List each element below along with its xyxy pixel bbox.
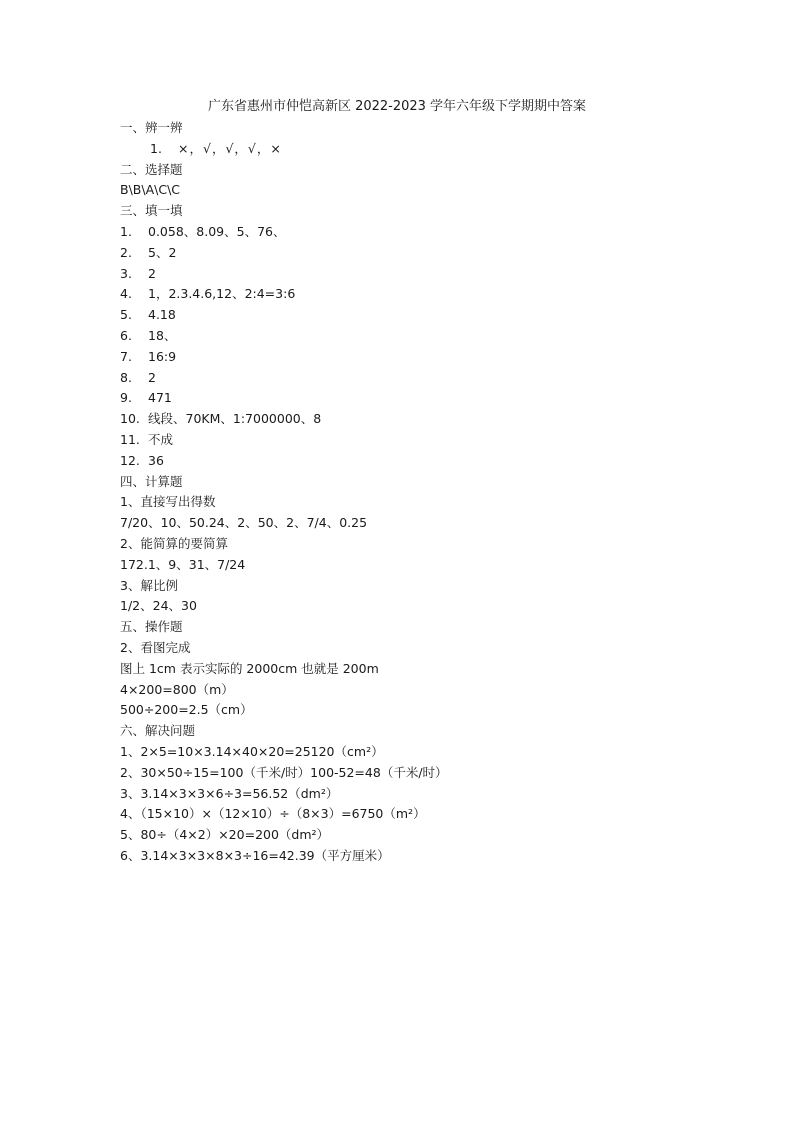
- item-number: 11.: [120, 431, 140, 447]
- item-number: 4.: [120, 286, 132, 302]
- item-text: 不成: [148, 431, 174, 447]
- list-item: 4、（15×10）×（12×10）÷（8×3）=6750（m²）: [120, 806, 426, 822]
- list-item: [120, 430, 740, 451]
- subsection-heading: 2、能简算的要简算: [120, 535, 228, 551]
- item-text: 0.058、8.09、5、76、: [148, 223, 286, 239]
- item-text: 2: [148, 369, 156, 385]
- item-number: 9.: [120, 390, 132, 406]
- section-6-heading: 六、解决问题: [120, 723, 196, 739]
- item-number: 12.: [120, 452, 140, 468]
- list-item: [120, 388, 740, 409]
- subsection-answer: 7/20、10、50.24、2、50、2、7/4、0.25: [120, 515, 368, 531]
- item-text: 36: [148, 452, 164, 468]
- item-text: 4.18: [148, 307, 176, 323]
- subsection-answer: 1/2、24、30: [120, 598, 197, 614]
- list-item: [120, 264, 740, 285]
- list-item: [120, 347, 740, 368]
- item-number: 6.: [120, 327, 132, 343]
- item-text: 471: [148, 390, 172, 406]
- list-item: 5、80÷（4×2）×20=200（dm²）: [120, 827, 330, 843]
- subsection-heading: 2、看图完成: [120, 639, 191, 655]
- section-2-heading: 二、选择题: [120, 161, 183, 177]
- answer-line: 图上 1cm 表示实际的 2000cm 也就是 200m: [120, 660, 379, 676]
- item-text: 18、: [148, 327, 177, 343]
- answer-content: [120, 118, 740, 867]
- answer-line: 500÷200=2.5（cm）: [120, 702, 253, 718]
- item-number: 10.: [120, 411, 140, 427]
- list-item: [120, 326, 740, 347]
- item-text: 16:9: [148, 348, 177, 364]
- item-text: 2: [148, 265, 156, 281]
- item-number: 1.: [120, 223, 132, 239]
- list-item: 1、2×5=10×3.14×40×20=25120（cm²）: [120, 743, 384, 759]
- item-number: 7.: [120, 348, 132, 364]
- subsection-heading: 1、直接写出得数: [120, 494, 216, 510]
- list-item: [120, 305, 740, 326]
- list-item: [120, 409, 740, 430]
- item-number: 3.: [120, 265, 132, 281]
- item-number: 8.: [120, 369, 132, 385]
- list-item: 6、3.14×3×3×8×3÷16=42.39（平方厘米）: [120, 847, 390, 863]
- document-title: 广东省惠州市仲恺高新区 2022-2023 学年六年级下学期期中答案: [207, 99, 587, 114]
- section-1-item: [120, 139, 740, 160]
- subsection-heading: 3、解比例: [120, 577, 178, 593]
- list-item: [120, 243, 740, 264]
- list-item: [120, 222, 740, 243]
- answer-line: 4×200=800（m）: [120, 681, 234, 697]
- item-number: 2.: [120, 244, 132, 260]
- item-text: 5、2: [148, 244, 177, 260]
- list-item: 3、3.14×3×3×6÷3=56.52（dm²）: [120, 785, 339, 801]
- section-5-heading: 五、操作题: [120, 619, 183, 635]
- subsection-answer: 172.1、9、31、7/24: [120, 556, 246, 572]
- list-item: 2、30×50÷15=100（千米/时）100-52=48（千米/时）: [120, 764, 448, 780]
- list-item: [120, 451, 740, 472]
- item-text: 1，2.3.4.6,12、2:4=3:6: [148, 286, 296, 302]
- section-4-heading: 四、计算题: [120, 473, 183, 489]
- item-text: 线段、70KM、1:7000000、8: [148, 411, 322, 427]
- item-number: 5.: [120, 307, 132, 323]
- item-number: 1.: [150, 140, 162, 156]
- section-1-heading: 一、辨一辨: [120, 120, 183, 135]
- list-item: [120, 368, 740, 389]
- section-3-heading: 三、填一填: [120, 203, 183, 219]
- item-text: ×，√，√，√，×: [178, 140, 282, 156]
- section-2-answer: B\B\A\C\C: [120, 182, 181, 198]
- list-item: [120, 284, 740, 305]
